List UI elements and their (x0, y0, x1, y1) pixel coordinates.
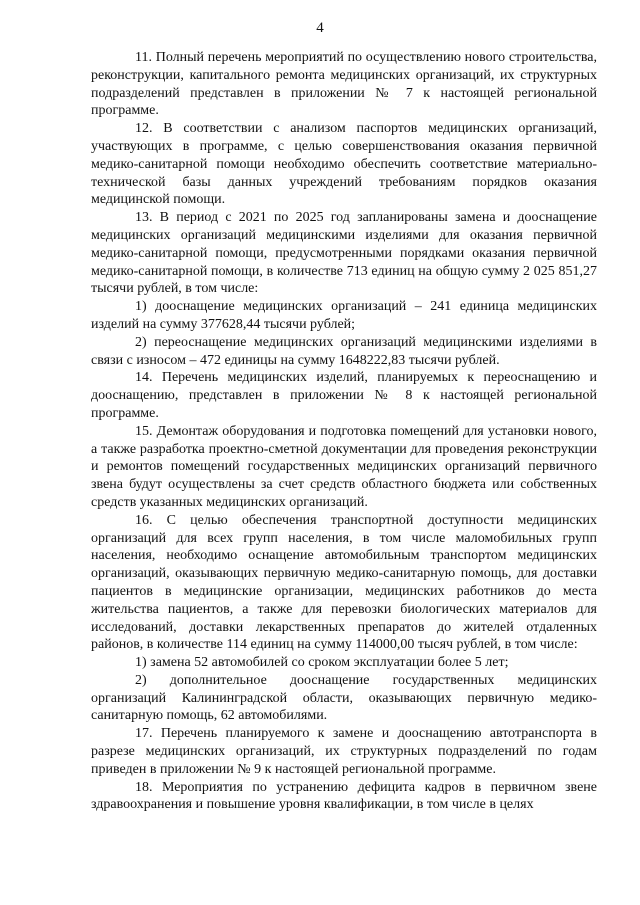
paragraph-13-item-2: 2) переоснащение медицинских организаций медицинскими изделиями в связи с износом – 472 единицы на сумму 1648222,83 тысячи рублей. (91, 334, 597, 368)
paragraph-18: 18. Мероприятия по устранению дефицита кадров в первичном звене здравоохранения и повышение уровня квалификации, в том числе в целях (91, 779, 597, 813)
page-number: 4 (316, 20, 324, 36)
paragraph-17: 17. Перечень планируемого к замене и дооснащению автотранспорта в разрезе медицинских организаций, их структурных подразделений по годам приведен в приложении № 9 к настоящей региональной программе. (91, 726, 597, 777)
document-body (91, 49, 597, 814)
paragraph-12: 12. В соответствии с анализом паспортов медицинских организаций, участвующих в программе, с целью совершенствования оказания первичной медико-санитарной помощи необходимо обеспечить соответствие материально-технической базы данных учреждений требованиям порядков оказания медицинской помощи. (91, 121, 597, 208)
paragraph-14: 14. Перечень медицинских изделий, планируемых к переоснащению и дооснащению, представлен в приложении № 8 к настоящей региональной программе. (91, 370, 597, 421)
paragraph-15: 15. Демонтаж оборудования и подготовка помещений для установки нового, а также разработка проектно-сметной документации для проведения реконструкции и ремонтов помещений государственных медицинских организаций первичного звена будут осуществлены за счет средств областного бюджета или собственных средств указанных медицинских организаций. (91, 423, 597, 510)
paragraph-16-item-1: 1) замена 52 автомобилей со сроком эксплуатации более 5 лет; (135, 655, 509, 671)
paragraph-16: 16. С целью обеспечения транспортной доступности медицинских организаций для всех групп населения, в том числе маломобильных групп населения, необходимо оснащение автомобильным транспортом медицинских организаций, оказывающих первичную медико-санитарную помощь, для доставки пациентов в медицинские организации, медицинских работников до места жительства пациентов, а также для перевозки биологических материалов для исследований, доставки лекарственных препаратов до жителей отдаленных районов, в количестве 114 единиц на сумму 114000,00 тысяч рублей, в том числе: (91, 512, 597, 653)
paragraph-16-item-2: 2) дополнительное дооснащение государственных медицинских организаций Калининградской области, оказывающих первичную медико-санитарную помощь, 62 автомобилями. (91, 672, 597, 724)
paragraph-11: 11. Полный перечень мероприятий по осуществлению нового строительства, реконструкции, капитального ремонта медицинских организаций, их структурных подразделений представлен в приложении № 7 к настоящей региональной программе. (91, 50, 597, 119)
paragraph-13: 13. В период с 2021 по 2025 год запланированы замена и дооснащение медицинских организаций медицинскими изделиями для оказания первичной медико-санитарной помощи, предусмотренными порядками оказания первичной медико-санитарной помощи, в количестве 713 единиц на общую сумму 2 025 851,27 тысячи рублей, в том числе: (91, 210, 597, 297)
paragraph-13-item-1: 1) дооснащение медицинских организаций – 241 единица медицинских изделий на сумму 377628,44 тысячи рублей; (91, 299, 597, 332)
